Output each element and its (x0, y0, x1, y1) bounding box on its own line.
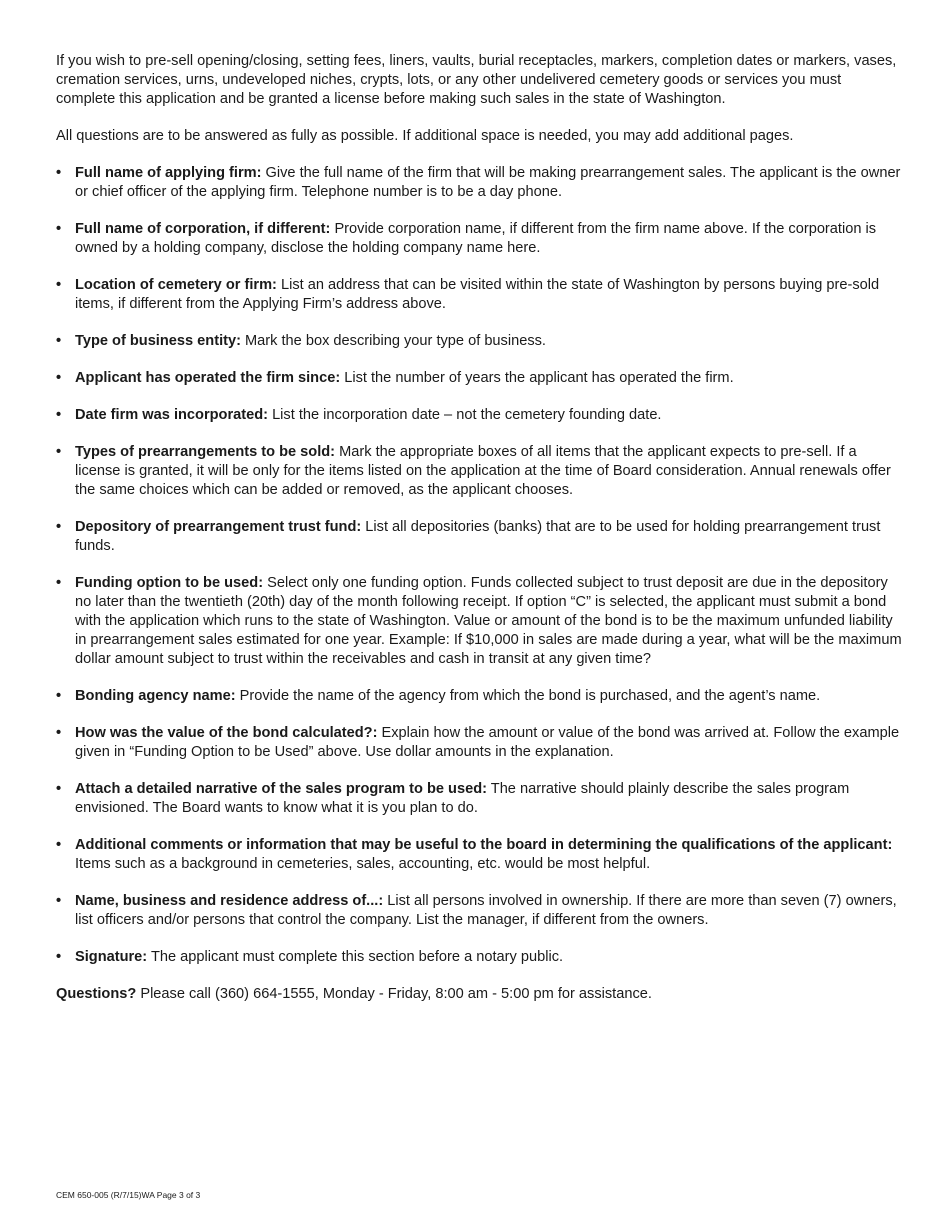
questions-label: Questions? (56, 986, 137, 1002)
instruction-item-owner-addresses (56, 892, 902, 930)
instruction-term: Signature: (75, 949, 148, 965)
bullet-icon: • (56, 725, 62, 741)
instruction-item-operated-since (56, 369, 902, 388)
page-footer: CEM 650-005 (R/7/15)WA Page 3 of 3 (56, 1190, 201, 1200)
instruction-text: List all depositories (banks) that are to be used for holding prearrangement trust funds. (75, 519, 881, 554)
instruction-term: Funding option to be used: (75, 575, 264, 591)
questions-contact (56, 985, 902, 1004)
bullet-icon: • (56, 333, 62, 349)
instruction-term: Bonding agency name: (75, 688, 236, 704)
bullet-icon: • (56, 837, 62, 853)
intro-paragraph: If you wish to pre-sell opening/closing, setting fees, liners, vaults, burial receptacles, markers, completion dates or markers, vases, cremation services, urns, undeveloped niches, crypts, lots, or any other undelivered cemetery goods or services you must complete this application and be granted a license before making such sales in the state of Washington. (56, 53, 897, 107)
instruction-item-prearrangement-types (56, 443, 902, 500)
instruction-term: Types of prearrangements to be sold: (75, 444, 336, 460)
instruction-list (56, 164, 902, 967)
instruction-text: Items such as a background in cemeteries, sales, accounting, etc. would be most helpful. (75, 856, 651, 872)
bullet-icon: • (56, 370, 62, 386)
instruction-item-depository (56, 518, 902, 556)
bullet-icon: • (56, 781, 62, 797)
instruction-item-sales-narrative (56, 780, 902, 818)
instruction-text: List all persons involved in ownership. If there are more than seven (7) owners, list officers and/or persons that control the company. List the manager, if different from the owners. (75, 893, 897, 928)
instruction-item-business-entity (56, 332, 902, 351)
bullet-icon: • (56, 277, 62, 293)
instruction-text: Mark the appropriate boxes of all items that the applicant expects to pre-sell. If a license is granted, it will be only for the items listed on the application at the time of Board consideration. Annual renewals offer the same choices which can be added or removed, as the applicant chooses. (75, 444, 891, 498)
instruction-text: List an address that can be visited within the state of Washington by persons buying pre-sold items, if different from the Applying Firm’s address above. (75, 277, 880, 312)
instruction-item-applying-firm (56, 164, 902, 202)
instruction-text: Mark the box describing your type of business. (240, 333, 546, 349)
instruction-item-location (56, 276, 902, 314)
bullet-icon: • (56, 688, 62, 704)
instruction-term: Full name of corporation, if different: (75, 221, 331, 237)
bullet-icon: • (56, 407, 62, 423)
instruction-item-funding-option (56, 574, 902, 669)
instruction-text: Explain how the amount or value of the bond was arrived at. Follow the example given in “Funding Option to be Used” above. Use dollar amounts in the explanation. (75, 725, 900, 760)
instruction-term: Type of business entity: (75, 333, 241, 349)
instruction-item-incorporated (56, 406, 902, 425)
instruction-text: Provide corporation name, if different from the firm name above. If the corporation is owned by a holding company, disclose the holding company name here. (75, 221, 877, 256)
instruction-text: The applicant must complete this section before a notary public. (147, 949, 564, 965)
bullet-icon: • (56, 893, 62, 909)
instruction-text: List the number of years the applicant has operated the firm. (340, 370, 734, 386)
instruction-text: Give the full name of the firm that will be making prearrangement sales. The applicant is the owner or chief officer of the applying firm. Telephone number is to be a day phone. (75, 165, 901, 200)
instruction-term: Name, business and residence address of...: (75, 893, 384, 909)
instruction-term: Applicant has operated the firm since: (75, 370, 341, 386)
instruction-item-signature (56, 948, 902, 967)
instruction-term: Full name of applying firm: (75, 165, 262, 181)
instruction-term: Additional comments or information that may be useful to the board in determining the qualifications of the applicant: (75, 837, 893, 853)
document-body (56, 52, 902, 1022)
instruction-term: How was the value of the bond calculated?: (75, 725, 378, 741)
bullet-icon: • (56, 165, 62, 181)
instruction-term: Date firm was incorporated: (75, 407, 269, 423)
instruction-text: The narrative should plainly describe the sales program envisioned. The Board wants to know what it is you plan to do. (75, 781, 850, 816)
instruction-item-bond-value (56, 724, 902, 762)
instruction-item-additional-comments (56, 836, 902, 874)
bullet-icon: • (56, 575, 62, 591)
bullet-icon: • (56, 221, 62, 237)
instruction-item-bonding-agency (56, 687, 902, 706)
bullet-icon: • (56, 444, 62, 460)
instruction-text: Provide the name of the agency from which the bond is purchased, and the agent’s name. (235, 688, 821, 704)
instruction-term: Depository of prearrangement trust fund: (75, 519, 362, 535)
instructions-note: All questions are to be answered as fully as possible. If additional space is needed, you may add additional pages. (56, 128, 794, 144)
instruction-text: List the incorporation date – not the cemetery founding date. (268, 407, 662, 423)
instruction-term: Attach a detailed narrative of the sales program to be used: (75, 781, 487, 797)
instruction-item-corporation (56, 220, 902, 258)
instruction-text: Select only one funding option. Funds collected subject to trust deposit are due in the depository no later than the twentieth (20th) day of the month following receipt. If option “C” is selected, the applicant must submit a bond with the application which runs to the state of Washington. Value or amount of the bond is to be the maximum unfunded liability in prearrangement sales estimated for one year. Example: If $10,000 in sales are made during a year, what will be the maximum dollar amount subject to trust within the receivables and cash in transit at any given time? (75, 575, 902, 667)
bullet-icon: • (56, 519, 62, 535)
instruction-term: Location of cemetery or firm: (75, 277, 277, 293)
questions-text: Please call (360) 664-1555, Monday - Friday, 8:00 am - 5:00 pm for assistance. (136, 986, 652, 1002)
bullet-icon: • (56, 949, 62, 965)
